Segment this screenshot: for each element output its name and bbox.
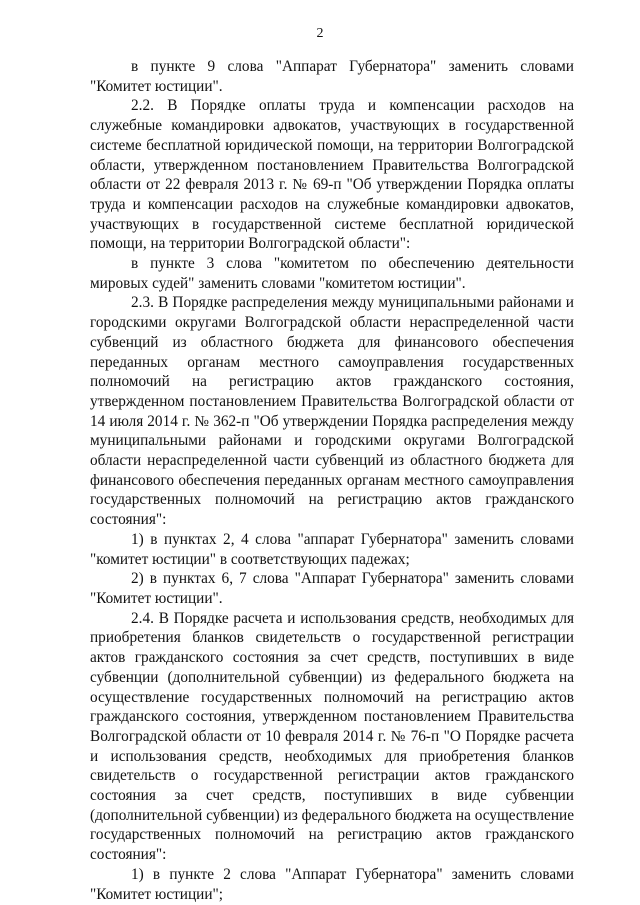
paragraph-item-9-replacement: в пункте 9 слова "Аппарат Губернатора" заменить словами "Комитет юстиции". [90, 58, 574, 95]
paragraph-2-3-subitem-1: 1) в пунктах 2, 4 слова "аппарат Губернатора" заменить словами "комитет юстиции" в соответствующих падежах; [90, 530, 574, 568]
paragraph-2-4-subitem-1: 1) в пункте 2 слова "Аппарат Губернатора" заменить словами "Комитет юстиции"; [90, 865, 574, 903]
document-body [90, 57, 574, 904]
page-number: 2 [316, 26, 324, 41]
paragraph-2-2: 2.2. В Порядке оплаты труда и компенсации расходов на служебные командировки адвокатов, участвующих в государственной системе бесплатной юридической помощи, на территории Волгоградской области, утвержденном постановлением Правительства Волгоградской области от 22 февраля 2013 г. № 69-п "Об утверждении Порядка оплаты труда и компенсации расходов на служебные командировки адвокатов, участвующих в государственной системе бесплатной юридической помощи, на территории Волгоградской области": [90, 97, 574, 253]
paragraph-2-3: 2.3. В Порядке распределения между муниципальными районами и городскими округами Волгоградской области нераспределенной части субвенций из областного бюджета для финансового обеспечения переданных органам местного самоуправления государственных полномочий на регистрацию актов гражданского состояния, утвержденном постановлением Правительства Волгоградской области от 14 июля 2014 г. № 362-п "Об утверждении Порядка распределения между муниципальными районами и городскими округами Волгоградской области нераспределенной части субвенций из областного бюджета для финансового обеспечения переданных органам местного самоуправления государственных полномочий на регистрацию актов гражданского состояния": [90, 294, 574, 529]
paragraph-2-4: 2.4. В Порядке расчета и использования средств, необходимых для приобретения бланков свидетельств о государственной регистрации актов гражданского состояния за счет средств, поступивших в виде субвенции (дополнительной субвенции) из федерального бюджета на осуществление государственных полномочий на регистрацию актов гражданского состояния, утвержденном постановлением Правительства Волгоградской области от 10 февраля 2014 г. № 76-п "О Порядке расчета и использования средств, необходимых для приобретения бланков свидетельств о государственной регистрации актов гражданского состояния за счет средств, поступивших в виде субвенции (дополнительной субвенции) из федерального бюджета на осуществление государственных полномочий на регистрацию актов гражданского состояния": [90, 609, 574, 864]
paragraph-2-3-subitem-2: 2) в пунктах 6, 7 слова "Аппарат Губернатора" заменить словами "Комитет юстиции". [90, 570, 574, 607]
paragraph-item-3-replacement: в пункте 3 слова "комитетом по обеспечению деятельности мировых судей" заменить словами "комитетом юстиции". [90, 255, 574, 292]
